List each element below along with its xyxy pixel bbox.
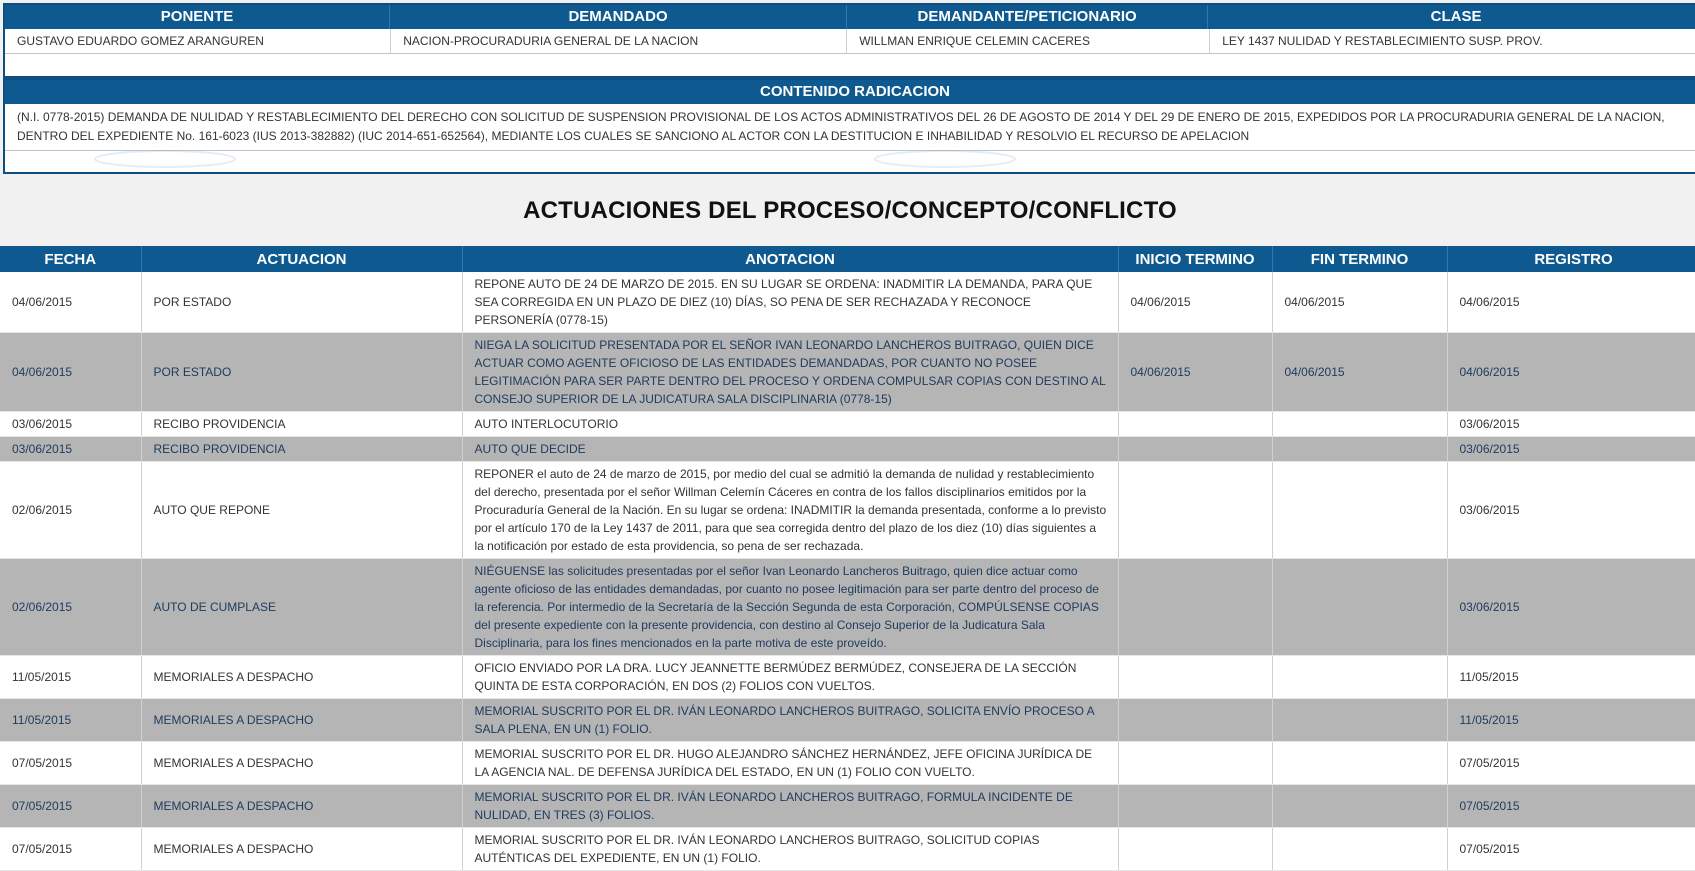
table-row — [0, 699, 1695, 742]
anotacion-cell: NIEGA LA SOLICITUD PRESENTADA POR EL SEÑOR IVAN LEONARDO LANCHEROS BUITRAGO, QUIEN DICE ACTUAR COMO AGENTE OFICIOSO DE LAS ENTIDADES DEMANDADAS, POR CUANTO NO POSEE LEGITIMACIÓN PARA SER PARTE DENTRO DEL PROCESO Y ORDENA COMPULSAR COPIAS CON DESTINO AL CONSEJO SUPERIOR DE LA JUDICATURA SALA DISCIPLINARIA (0778-15) — [462, 333, 1118, 412]
fecha-cell: 03/06/2015 — [0, 437, 141, 462]
inicio-termino-cell — [1118, 785, 1272, 828]
fecha-cell: 03/06/2015 — [0, 412, 141, 437]
anotacion-cell: REPONER el auto de 24 de marzo de 2015, por medio del cual se admitió la demanda de nulidad y restablecimiento del derecho, presentada por el señor Willman Celemín Cáceres en contra de los fallos disciplinarios emitidos por la Procuraduría General de la Nación. En su lugar se ordena: INADMITIR la demanda presentada, conforme a lo previsto por el artículo 170 de la Ley 1437 de 2011, para que sea corregida dentro del plazo de los diez (10) días siguientes a la notificación por estado de esta providencia, so pena de ser rechazada. — [462, 462, 1118, 559]
table-row — [0, 559, 1695, 656]
anotacion-cell: AUTO INTERLOCUTORIO — [462, 412, 1118, 437]
demandante-header: DEMANDANTE/PETICIONARIO — [847, 5, 1208, 29]
ponente-header: PONENTE — [5, 5, 390, 29]
clase-value: LEY 1437 NULIDAD Y RESTABLECIMIENTO SUSP. PROV. — [1210, 29, 1695, 53]
registro-cell: 03/06/2015 — [1447, 412, 1695, 437]
table-row — [0, 785, 1695, 828]
seal-watermark-icon — [865, 148, 1025, 170]
fin-termino-cell — [1272, 699, 1447, 742]
ponente-value: GUSTAVO EDUARDO GOMEZ ARANGUREN — [5, 29, 391, 53]
table-row — [0, 462, 1695, 559]
fin-termino-cell: 04/06/2015 — [1272, 272, 1447, 333]
section-title: ACTUACIONES DEL PROCESO/CONCEPTO/CONFLICTO — [523, 197, 1177, 224]
anotacion-cell: REPONE AUTO DE 24 DE MARZO DE 2015. EN SU LUGAR SE ORDENA: INADMITIR LA DEMANDA, PARA QUE SEA CORREGIDA EN UN PLAZO DE DIEZ (10) DÍAS, SO PENA DE SER RECHAZADA Y RECONOCE PERSONERÍA (0778-15) — [462, 272, 1118, 333]
table-header-row — [0, 246, 1695, 272]
actuacion-cell: MEMORIALES A DESPACHO — [141, 785, 462, 828]
demandado-value: NACION-PROCURADURIA GENERAL DE LA NACION — [391, 29, 847, 53]
fecha-cell: 07/05/2015 — [0, 742, 141, 785]
fin-termino-cell — [1272, 559, 1447, 656]
table-row — [0, 742, 1695, 785]
fin-termino-cell — [1272, 656, 1447, 699]
anotacion-cell: MEMORIAL SUSCRITO POR EL DR. HUGO ALEJANDRO SÁNCHEZ HERNÁNDEZ, JEFE OFICINA JURÍDICA DE LA AGENCIA NAL. DE DEFENSA JURÍDICA DEL ESTADO, EN UN (1) FOLIO CON VUELTO. — [462, 742, 1118, 785]
inicio-termino-cell — [1118, 742, 1272, 785]
actuacion-cell: RECIBO PROVIDENCIA — [141, 412, 462, 437]
registro-cell: 04/06/2015 — [1447, 272, 1695, 333]
registro-column-header: REGISTRO — [1447, 246, 1695, 272]
fin-termino-cell — [1272, 742, 1447, 785]
fin-termino-column-header: FIN TERMINO — [1272, 246, 1447, 272]
anotacion-column-header: ANOTACION — [462, 246, 1118, 272]
contenido-title: CONTENIDO RADICACION — [5, 80, 1695, 104]
fecha-cell: 04/06/2015 — [0, 333, 141, 412]
contenido-panel — [3, 78, 1695, 174]
inicio-termino-column-header: INICIO TERMINO — [1118, 246, 1272, 272]
actuacion-cell: MEMORIALES A DESPACHO — [141, 656, 462, 699]
inicio-termino-cell — [1118, 828, 1272, 871]
fecha-cell: 11/05/2015 — [0, 656, 141, 699]
table-row — [0, 828, 1695, 871]
fin-termino-cell: 04/06/2015 — [1272, 333, 1447, 412]
parties-values-row — [5, 29, 1695, 54]
actuacion-cell: POR ESTADO — [141, 272, 462, 333]
inicio-termino-cell — [1118, 462, 1272, 559]
fecha-cell: 04/06/2015 — [0, 272, 141, 333]
inicio-termino-cell — [1118, 656, 1272, 699]
table-row — [0, 412, 1695, 437]
actuacion-cell: MEMORIALES A DESPACHO — [141, 828, 462, 871]
actuacion-cell: RECIBO PROVIDENCIA — [141, 437, 462, 462]
registro-cell: 03/06/2015 — [1447, 437, 1695, 462]
fecha-cell: 02/06/2015 — [0, 462, 141, 559]
inicio-termino-cell — [1118, 699, 1272, 742]
fin-termino-cell — [1272, 828, 1447, 871]
demandante-value: WILLMAN ENRIQUE CELEMIN CACERES — [847, 29, 1210, 53]
actuacion-cell: AUTO QUE REPONE — [141, 462, 462, 559]
inicio-termino-cell — [1118, 437, 1272, 462]
table-row — [0, 333, 1695, 412]
fecha-cell: 07/05/2015 — [0, 785, 141, 828]
actuaciones-table — [0, 246, 1695, 871]
contenido-text: (N.I. 0778-2015) DEMANDA DE NULIDAD Y RESTABLECIMIENTO DEL DERECHO CON SOLICITUD DE SUSPENSION PROVISIONAL DE LOS ACTOS ADMINISTRATIVOS DEL 26 DE AGOSTO DE 2014 Y DEL 29 DE ENERO DE 2015, EXPEDIDOS POR LA PROCURADURIA GENERAL DE LA NACION, DENTRO DEL EXPEDIENTE No. 161-6023 (IUS 2013-382882) (IUC 2014-651-652564), MEDIANTE LOS CUALES SE SANCIONO AL ACTOR CON LA DESTITUCION E INHABILIDAD Y RESOLVIO EL RECURSO DE APELACION — [5, 104, 1695, 151]
fin-termino-cell — [1272, 462, 1447, 559]
inicio-termino-cell: 04/06/2015 — [1118, 333, 1272, 412]
anotacion-cell: MEMORIAL SUSCRITO POR EL DR. IVÁN LEONARDO LANCHEROS BUITRAGO, FORMULA INCIDENTE DE NULIDAD, EN TRES (3) FOLIOS. — [462, 785, 1118, 828]
registro-cell: 03/06/2015 — [1447, 462, 1695, 559]
inicio-termino-cell — [1118, 412, 1272, 437]
anotacion-cell: AUTO QUE DECIDE — [462, 437, 1118, 462]
registro-cell: 11/05/2015 — [1447, 656, 1695, 699]
fecha-cell: 11/05/2015 — [0, 699, 141, 742]
actuacion-column-header: ACTUACION — [141, 246, 462, 272]
registro-cell: 04/06/2015 — [1447, 333, 1695, 412]
fecha-cell: 07/05/2015 — [0, 828, 141, 871]
fin-termino-cell — [1272, 785, 1447, 828]
table-row — [0, 272, 1695, 333]
seal-watermark-icon — [85, 148, 245, 170]
registro-cell: 07/05/2015 — [1447, 742, 1695, 785]
parties-header — [5, 5, 1695, 29]
actuacion-cell: POR ESTADO — [141, 333, 462, 412]
registro-cell: 03/06/2015 — [1447, 559, 1695, 656]
actuacion-cell: MEMORIALES A DESPACHO — [141, 742, 462, 785]
registro-cell: 07/05/2015 — [1447, 785, 1695, 828]
anotacion-cell: NIÉGUENSE las solicitudes presentadas por el señor Ivan Leonardo Lancheros Buitrago, quien dice actuar como agente oficioso de las entidades demandadas, por cuanto no posee legitimación para ser parte dentro del proceso de la referencia. Por intermedio de la Secretaría de la Sección Segunda de esta Corporación, COMPÚLSENSE COPIAS del presente expediente con la presente providencia, con destino al Consejo Superior de la Judicatura Sala Disciplinaria, para los fines mencionados en la parte motiva de este proveído. — [462, 559, 1118, 656]
anotacion-cell: OFICIO ENVIADO POR LA DRA. LUCY JEANNETTE BERMÚDEZ BERMÚDEZ, CONSEJERA DE LA SECCIÓN QUINTA DE ESTA CORPORACIÓN, EN DOS (2) FOLIOS CON VUELTOS. — [462, 656, 1118, 699]
actuacion-cell: AUTO DE CUMPLASE — [141, 559, 462, 656]
actuacion-cell: MEMORIALES A DESPACHO — [141, 699, 462, 742]
registro-cell: 07/05/2015 — [1447, 828, 1695, 871]
clase-header: CLASE — [1208, 5, 1695, 29]
inicio-termino-cell: 04/06/2015 — [1118, 272, 1272, 333]
table-row — [0, 656, 1695, 699]
table-row — [0, 437, 1695, 462]
fin-termino-cell — [1272, 412, 1447, 437]
anotacion-cell: MEMORIAL SUSCRITO POR EL DR. IVÁN LEONARDO LANCHEROS BUITRAGO, SOLICITUD COPIAS AUTÉNTICAS DEL EXPEDIENTE, EN UN (1) FOLIO. — [462, 828, 1118, 871]
inicio-termino-cell — [1118, 559, 1272, 656]
anotacion-cell: MEMORIAL SUSCRITO POR EL DR. IVÁN LEONARDO LANCHEROS BUITRAGO, SOLICITA ENVÍO PROCESO A SALA PLENA, EN UN (1) FOLIO. — [462, 699, 1118, 742]
parties-panel — [3, 3, 1695, 78]
fecha-cell: 02/06/2015 — [0, 559, 141, 656]
fin-termino-cell — [1272, 437, 1447, 462]
fecha-column-header: FECHA — [0, 246, 141, 272]
registro-cell: 11/05/2015 — [1447, 699, 1695, 742]
demandado-header: DEMANDADO — [390, 5, 847, 29]
